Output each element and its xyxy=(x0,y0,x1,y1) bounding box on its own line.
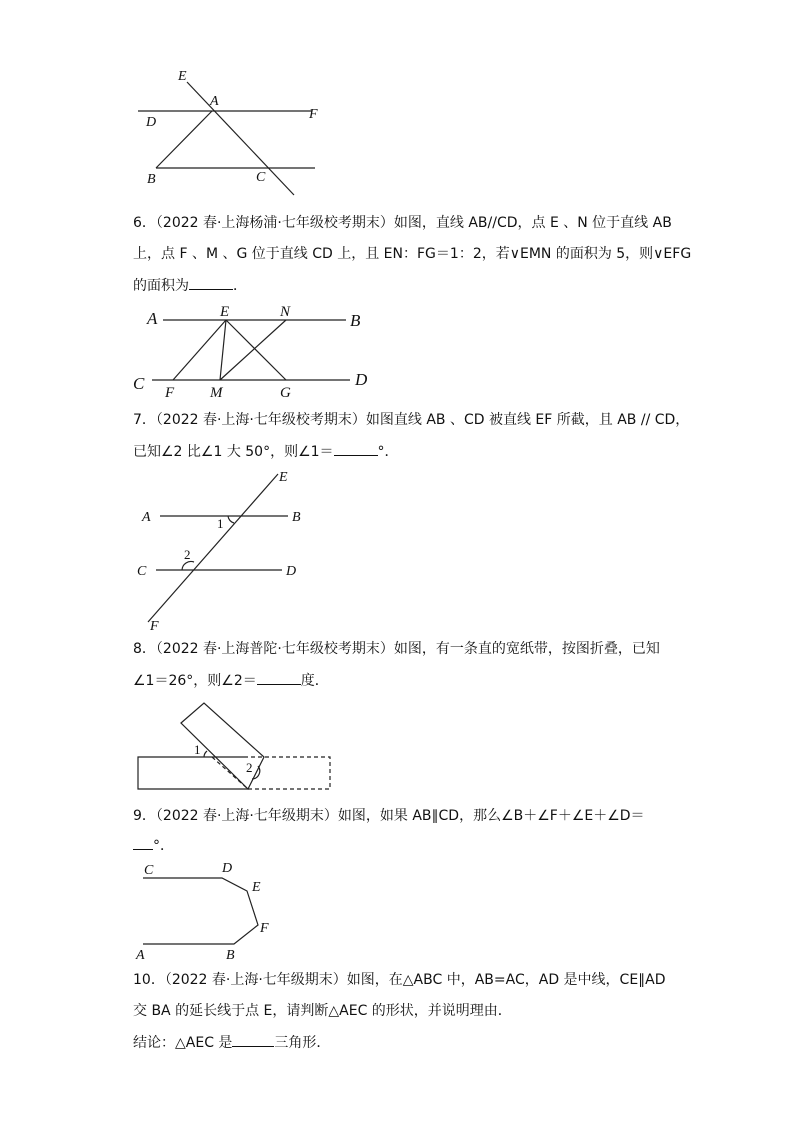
polyline-cdefba xyxy=(143,878,258,944)
label-n: N xyxy=(280,304,291,320)
label-angle-2: 2 xyxy=(246,760,253,775)
label-angle-1: 1 xyxy=(194,742,201,757)
label-d: D xyxy=(286,564,297,579)
label-b: B xyxy=(147,172,156,187)
q7-prompt: 已知∠2 比∠1 大 50°，则∠1＝ xyxy=(133,444,334,460)
label-a: A xyxy=(210,94,219,109)
label-a: A xyxy=(142,510,151,525)
label-b: B xyxy=(350,311,361,330)
label-d: D xyxy=(222,861,233,876)
label-g: G xyxy=(280,385,291,401)
label-e: E xyxy=(279,470,288,485)
label-d: D xyxy=(146,115,157,130)
label-e: E xyxy=(178,69,187,84)
label-f: F xyxy=(309,107,318,122)
label-b: B xyxy=(226,948,235,963)
label-e: E xyxy=(252,880,261,895)
q7-text-line-1: 7．（2022 春·上海·七年级校考期末）如图直线 AB 、CD 被直线 EF 所截，且 AB // CD， xyxy=(133,412,690,428)
label-angle-1: 1 xyxy=(217,516,224,531)
q10-text-line-2: 交 BA 的延长线于点 E，请判断△AEC 的形状，并说明理由． xyxy=(133,1003,512,1019)
q6-text-line-1: 6．（2022 春·上海杨浦·七年级校考期末）如图，直线 AB//CD，点 E 、N 位于直线 AB xyxy=(133,215,672,231)
q6-period: ． xyxy=(233,278,247,294)
label-a: A xyxy=(147,309,158,328)
q10-text-line-1: 10．（2022 春·上海·七年级期末）如图，在△ABC 中，AB=AC，AD 是中线，CE∥AD xyxy=(133,972,666,988)
q10-text-line-3 xyxy=(133,1032,330,1053)
label-e: E xyxy=(220,304,230,320)
label-f: F xyxy=(150,619,159,634)
label-b: B xyxy=(292,510,301,525)
q6-text-line-2: 上，点 F 、M 、G 位于直线 CD 上，且 EN：FG＝1：2，若∨EMN 的面积为 5，则∨EFG xyxy=(133,246,692,262)
label-c: C xyxy=(137,564,147,579)
q6-prompt: 的面积为 xyxy=(133,278,189,294)
q8-text-line-1: 8．（2022 春·上海普陀·七年级校考期末）如图，有一条直的宽纸带，按图折叠，已知 xyxy=(133,641,660,657)
q9-degree: °． xyxy=(153,838,174,854)
q8-prompt: ∠1＝26°，则∠2＝ xyxy=(133,673,257,689)
q10-answer-blank[interactable] xyxy=(232,1032,274,1047)
label-f: F xyxy=(165,385,175,401)
label-c: C xyxy=(256,170,266,185)
q10-prompt: 结论：△AEC 是 xyxy=(133,1035,233,1051)
q9-text-line-1: 9．（2022 春·上海·七年级期末）如图，如果 AB∥CD，那么∠B＋∠F＋∠E＋∠D＝ xyxy=(133,808,645,824)
q10-suffix: 三角形． xyxy=(274,1035,331,1051)
label-f: F xyxy=(260,921,269,936)
label-c: C xyxy=(133,374,145,393)
label-c: C xyxy=(144,863,154,878)
label-d: D xyxy=(355,370,368,389)
q7-degree: °． xyxy=(377,444,399,460)
label-a: A xyxy=(136,948,145,963)
label-angle-2: 2 xyxy=(184,547,191,562)
q8-unit: 度． xyxy=(300,673,329,689)
label-m: M xyxy=(210,385,223,401)
